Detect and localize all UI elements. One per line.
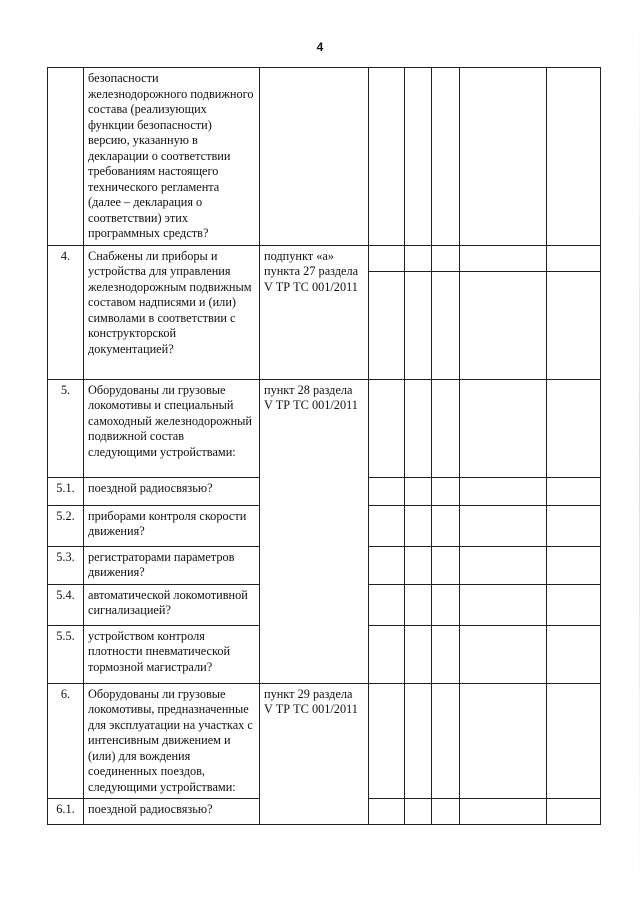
note-cell — [547, 584, 601, 625]
row-number-cell: 5. — [48, 379, 84, 477]
details-cell — [460, 477, 547, 505]
details-cell — [460, 625, 547, 683]
note-cell — [547, 625, 601, 683]
answer-na-cell — [432, 245, 460, 271]
row-number-cell — [48, 68, 84, 246]
answer-na-cell — [432, 271, 460, 379]
question-cell: Оборудованы ли грузовые локомотивы, предназначенные для эксплуатации на участках с интенсивным движением и (или) для вождения соединенных поездов, следующими устройствами: — [84, 683, 260, 799]
row-number-cell: 5.2. — [48, 505, 84, 546]
note-cell — [547, 546, 601, 584]
answer-no-cell — [405, 625, 432, 683]
question-cell: устройством контроля плотности пневматической тормозной магистрали? — [84, 625, 260, 683]
answer-yes-cell — [369, 584, 405, 625]
row-number-cell: 5.4. — [48, 584, 84, 625]
answer-no-cell — [405, 379, 432, 477]
details-cell — [460, 546, 547, 584]
answer-no-cell — [405, 683, 432, 799]
question-cell: приборами контроля скорости движения? — [84, 505, 260, 546]
table-row — [48, 245, 601, 271]
answer-na-cell — [432, 683, 460, 799]
checklist-table — [47, 67, 601, 825]
answer-na-cell — [432, 584, 460, 625]
reference-cell — [260, 68, 369, 246]
question-cell: регистраторами параметров движения? — [84, 546, 260, 584]
details-cell — [460, 505, 547, 546]
table-row-continuation — [48, 68, 601, 246]
answer-no-cell — [405, 546, 432, 584]
answer-yes-cell — [369, 625, 405, 683]
answer-na-cell — [432, 546, 460, 584]
reference-cell: пункт 28 раздела V ТР ТС 001/2011 — [260, 379, 369, 683]
note-cell — [547, 799, 601, 825]
reference-cell: пункт 29 раздела V ТР ТС 001/2011 — [260, 683, 369, 825]
question-cell: Оборудованы ли грузовые локомотивы и специальный самоходный железнодорожный подвижной состав следующими устройствами: — [84, 379, 260, 477]
answer-na-cell — [432, 625, 460, 683]
answer-na-cell — [432, 799, 460, 825]
details-cell — [460, 68, 547, 246]
answer-na-cell — [432, 477, 460, 505]
answer-yes-cell — [369, 799, 405, 825]
answer-na-cell — [432, 505, 460, 546]
note-cell — [547, 379, 601, 477]
answer-yes-cell — [369, 477, 405, 505]
table-row — [48, 379, 601, 477]
answer-yes-cell — [369, 271, 405, 379]
answer-no-cell — [405, 68, 432, 246]
answer-no-cell — [405, 505, 432, 546]
note-cell — [547, 245, 601, 271]
row-number-cell: 5.3. — [48, 546, 84, 584]
answer-yes-cell — [369, 379, 405, 477]
answer-no-cell — [405, 799, 432, 825]
answer-no-cell — [405, 584, 432, 625]
question-cell: поездной радиосвязью? — [84, 477, 260, 505]
details-cell — [460, 584, 547, 625]
row-number-cell: 5.5. — [48, 625, 84, 683]
details-cell — [460, 245, 547, 271]
answer-no-cell — [405, 271, 432, 379]
note-cell — [547, 271, 601, 379]
answer-yes-cell — [369, 245, 405, 271]
row-number-cell: 4. — [48, 245, 84, 379]
question-cell: автоматической локомотивной сигнализацией? — [84, 584, 260, 625]
answer-yes-cell — [369, 68, 405, 246]
note-cell — [547, 683, 601, 799]
answer-na-cell — [432, 68, 460, 246]
details-cell — [460, 799, 547, 825]
answer-no-cell — [405, 477, 432, 505]
row-number-cell: 6. — [48, 683, 84, 799]
answer-yes-cell — [369, 683, 405, 799]
question-cell: поездной радиосвязью? — [84, 799, 260, 825]
reference-cell: подпункт «а» пункта 27 раздела V ТР ТС 001/2011 — [260, 245, 369, 379]
question-cell: Снабжены ли приборы и устройства для управления железнодорожным подвижным составом надписями и (или) символами в соответствии с конструкторской документацией? — [84, 245, 260, 379]
details-cell — [460, 683, 547, 799]
note-cell — [547, 477, 601, 505]
answer-na-cell — [432, 379, 460, 477]
details-cell — [460, 271, 547, 379]
answer-yes-cell — [369, 505, 405, 546]
question-cell: безопасности железнодорожного подвижного состава (реализующих функции безопасности) версию, указанную в декларации о соответствии требованиям настоящего технического регламента (далее – декларация о соответствии) этих программных средств? — [84, 68, 260, 246]
table-row — [48, 683, 601, 799]
details-cell — [460, 379, 547, 477]
answer-no-cell — [405, 245, 432, 271]
row-number-cell: 6.1. — [48, 799, 84, 825]
answer-yes-cell — [369, 546, 405, 584]
note-cell — [547, 505, 601, 546]
note-cell — [547, 68, 601, 246]
row-number-cell: 5.1. — [48, 477, 84, 505]
page-number: 4 — [316, 40, 324, 54]
